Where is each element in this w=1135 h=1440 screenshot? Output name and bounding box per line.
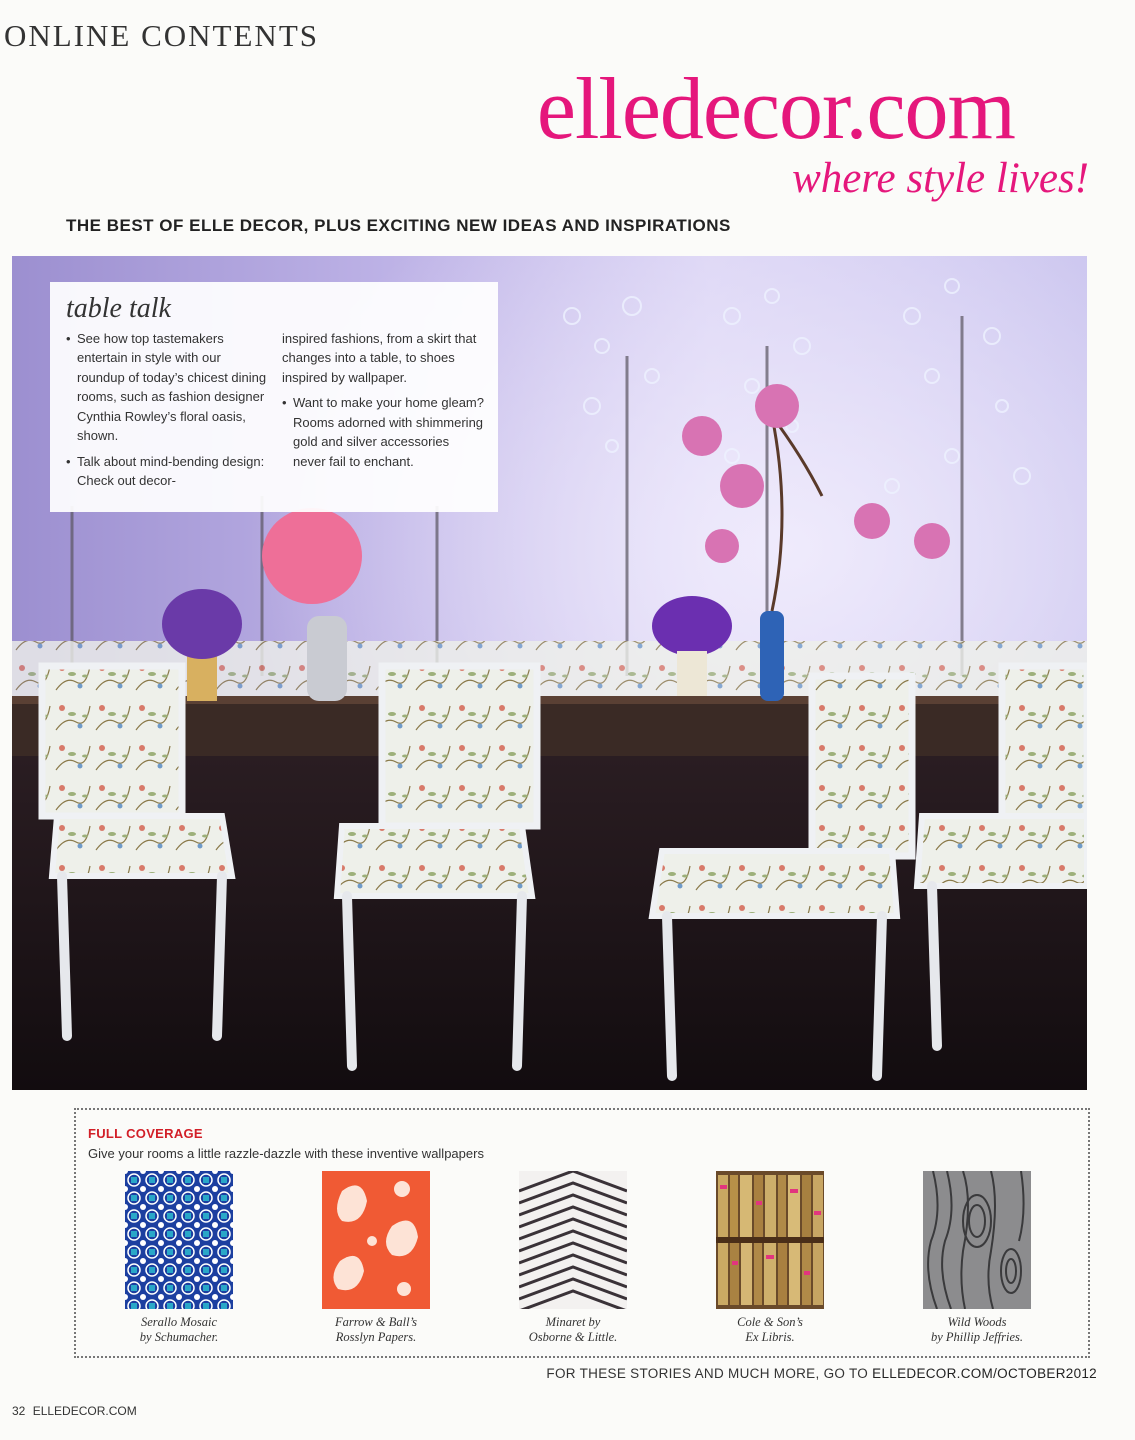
sidebar-box xyxy=(50,282,498,512)
folio-site: ELLEDECOR.COM xyxy=(32,1404,137,1418)
wallpaper-item xyxy=(104,1171,254,1345)
sidebar-column-right xyxy=(282,329,484,497)
subhead: THE BEST OF ELLE DECOR, PLUS EXCITING NEW IDEAS AND INSPIRATIONS xyxy=(66,216,731,235)
sidebar-continuation: inspired fashions, from a skirt that changes into a table, to shoes inspired by wallpaper. xyxy=(282,330,477,385)
folio xyxy=(12,1404,137,1418)
full-coverage-box xyxy=(74,1108,1090,1358)
swatch-caption-line: by Schumacher. xyxy=(139,1330,219,1344)
swatch-caption xyxy=(902,1315,1052,1345)
swatch-caption xyxy=(695,1315,845,1345)
bookshelf-pattern-swatch xyxy=(716,1171,824,1309)
page-number: 32 xyxy=(12,1404,26,1418)
sidebar-bullet: • Talk about mind-bending design: Check out decor- xyxy=(66,452,268,491)
swatch-caption-line: Osborne & Little. xyxy=(528,1330,618,1344)
swatch-caption-line: Serallo Mosaic xyxy=(140,1315,218,1329)
swatch-caption xyxy=(104,1315,254,1345)
swatch-caption-line: Cole & Son’s xyxy=(737,1315,803,1329)
wallpaper-item xyxy=(902,1171,1052,1345)
swatch-caption xyxy=(498,1315,648,1345)
wallpaper-item xyxy=(695,1171,845,1345)
footer-cta-text: FOR THESE STORIES AND MUCH MORE, GO TO xyxy=(546,1366,869,1381)
chevron-pattern-swatch xyxy=(519,1171,627,1309)
coverage-title: FULL COVERAGE xyxy=(88,1126,203,1141)
footer-url-link[interactable]: ELLEDECOR.COM/OCTOBER2012 xyxy=(872,1366,1097,1381)
paisley-pattern-swatch xyxy=(322,1171,430,1309)
coverage-intro: Give your rooms a little razzle-dazzle with these inventive wallpapers xyxy=(88,1146,484,1161)
sidebar-title: table talk xyxy=(66,293,171,324)
swatch-caption-line: Ex Libris. xyxy=(745,1330,795,1344)
tagline: where style lives! xyxy=(792,155,1089,202)
wallpaper-item xyxy=(301,1171,451,1345)
wallpaper-item xyxy=(498,1171,648,1345)
swatch-caption-line: Farrow & Ball’s xyxy=(335,1315,417,1329)
mosaic-pattern-swatch xyxy=(125,1171,233,1309)
site-name: elledecor.com xyxy=(536,61,1015,158)
swatch-caption-line: Wild Woods xyxy=(947,1315,1007,1329)
sidebar-column-left xyxy=(66,329,268,497)
footer-cta xyxy=(546,1366,1097,1381)
swatch-caption xyxy=(301,1315,451,1345)
swatch-caption-line: Minaret by xyxy=(545,1315,601,1329)
swatch-caption-line: Rosslyn Papers. xyxy=(335,1330,417,1344)
woodgrain-pattern-swatch xyxy=(923,1171,1031,1309)
swatch-caption-line: by Phillip Jeffries. xyxy=(931,1330,1023,1344)
sidebar-bullet: • Want to make your home gleam? Rooms adorned with shimmering gold and silver accessories never fail to enchant. xyxy=(282,393,484,471)
section-heading: ONLINE CONTENTS xyxy=(4,18,319,53)
sidebar-bullet: • See how top tastemakers entertain in style with our roundup of today’s chicest dining rooms, such as fashion designer Cynthia Rowley’s floral oasis, shown. xyxy=(66,329,268,446)
